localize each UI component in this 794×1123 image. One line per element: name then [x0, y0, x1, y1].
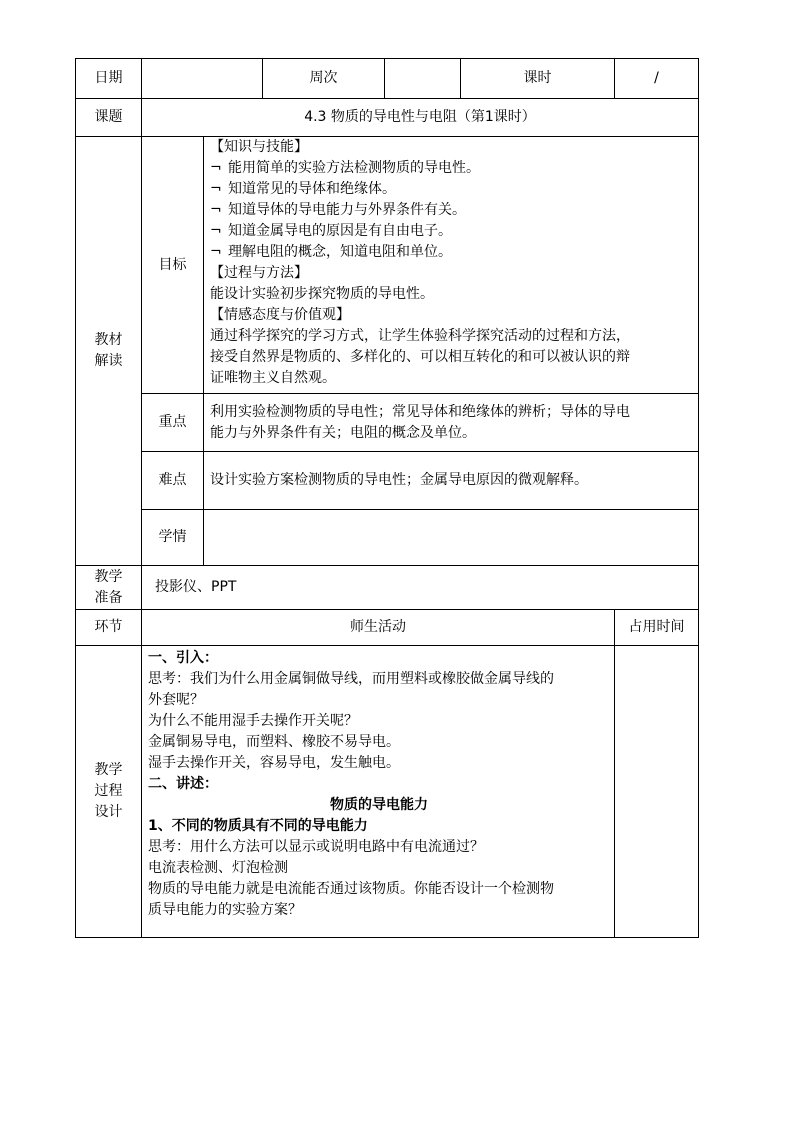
subsection-heading: 1、不同的物质具有不同的导电能力 [148, 818, 368, 834]
knowledge-item: ¬ 知道导体的导电能力与外界条件有关。 [210, 202, 466, 218]
learners-row [76, 510, 699, 566]
header-row [76, 59, 699, 99]
design-content [142, 646, 615, 938]
section-heading: 二、讲述： [148, 776, 218, 792]
process-header-row [76, 610, 699, 646]
goals-row [76, 137, 699, 394]
design-line: 金属铜易导电，而塑料、橡胶不易导电。 [148, 734, 400, 750]
topic-value: 4.3 物质的导电性与电阻（第1课时） [142, 99, 699, 137]
knowledge-item: ¬ 理解电阻的概念，知道电阻和单位。 [210, 244, 452, 260]
date-label: 日期 [76, 59, 142, 99]
topic-row [76, 99, 699, 137]
design-line: 质导电能力的实验方案？ [148, 902, 302, 918]
subsection-title: 物质的导电能力 [330, 797, 428, 813]
goals-content [204, 137, 699, 394]
emotion-line: 通过科学探究的学习方式，让学生体验科学探究活动的过程和方法， [210, 328, 630, 344]
date-value [142, 59, 263, 99]
design-line: 电流表检测、灯泡检测 [148, 860, 288, 876]
design-label: 教学 过程 设计 [76, 646, 142, 938]
step-label: 环节 [76, 610, 142, 646]
difficulties-row [76, 452, 699, 510]
key-points-content: 利用实验检测物质的导电性；常见导体和绝缘体的辨析；导体的导电 能力与外界条件有关；电阻的概念及单位。 [204, 394, 699, 452]
learners-content [204, 510, 699, 566]
emotion-line: 证唯物主义自然观。 [210, 370, 336, 386]
preparation-label: 教学 准备 [76, 566, 142, 610]
design-time-value [615, 646, 699, 938]
preparation-row [76, 566, 699, 610]
lesson-plan-table [75, 58, 699, 938]
knowledge-item: ¬ 能用简单的实验方法检测物质的导电性。 [210, 160, 480, 176]
design-line: 湿手去操作开关，容易导电，发生触电。 [148, 755, 400, 771]
key-points-row [76, 394, 699, 452]
design-line: 为什么不能用湿手去操作开关呢？ [148, 713, 358, 729]
section-heading: 一、引入： [148, 650, 218, 666]
analysis-label: 教材 解读 [76, 137, 142, 566]
difficulties-label: 难点 [142, 452, 204, 510]
knowledge-item: ¬ 知道常见的导体和绝缘体。 [210, 181, 396, 197]
process-text: 能设计实验初步探究物质的导电性。 [210, 286, 434, 302]
emotion-heading: 【情感态度与价值观】 [210, 307, 350, 323]
emotion-line: 接受自然界是物质的、多样化的、可以相互转化的和可以被认识的辩 [210, 349, 630, 365]
activity-label: 师生活动 [142, 610, 615, 646]
key-points-label: 重点 [142, 394, 204, 452]
week-label: 周次 [263, 59, 385, 99]
design-row [76, 646, 699, 938]
design-line: 思考：我们为什么用金属铜做导线，而用塑料或橡胶做金属导线的 [148, 671, 554, 687]
learners-label: 学情 [142, 510, 204, 566]
difficulties-content: 设计实验方案检测物质的导电性；金属导电原因的微观解释。 [204, 452, 699, 510]
design-line: 思考：用什么方法可以显示或说明电路中有电流通过？ [148, 839, 484, 855]
design-line: 物质的导电能力就是电流能否通过该物质。你能否设计一个检测物 [148, 881, 554, 897]
period-value: / [615, 59, 699, 99]
preparation-content: 投影仪、PPT [142, 566, 699, 610]
process-heading: 【过程与方法】 [210, 265, 308, 281]
knowledge-item: ¬ 知道金属导电的原因是有自由电子。 [210, 223, 452, 239]
goals-label: 目标 [142, 137, 204, 394]
week-value [385, 59, 461, 99]
topic-label: 课题 [76, 99, 142, 137]
design-line: 外套呢？ [148, 692, 204, 708]
knowledge-heading: 【知识与技能】 [210, 139, 308, 155]
time-label: 占用时间 [615, 610, 699, 646]
period-label: 课时 [461, 59, 615, 99]
